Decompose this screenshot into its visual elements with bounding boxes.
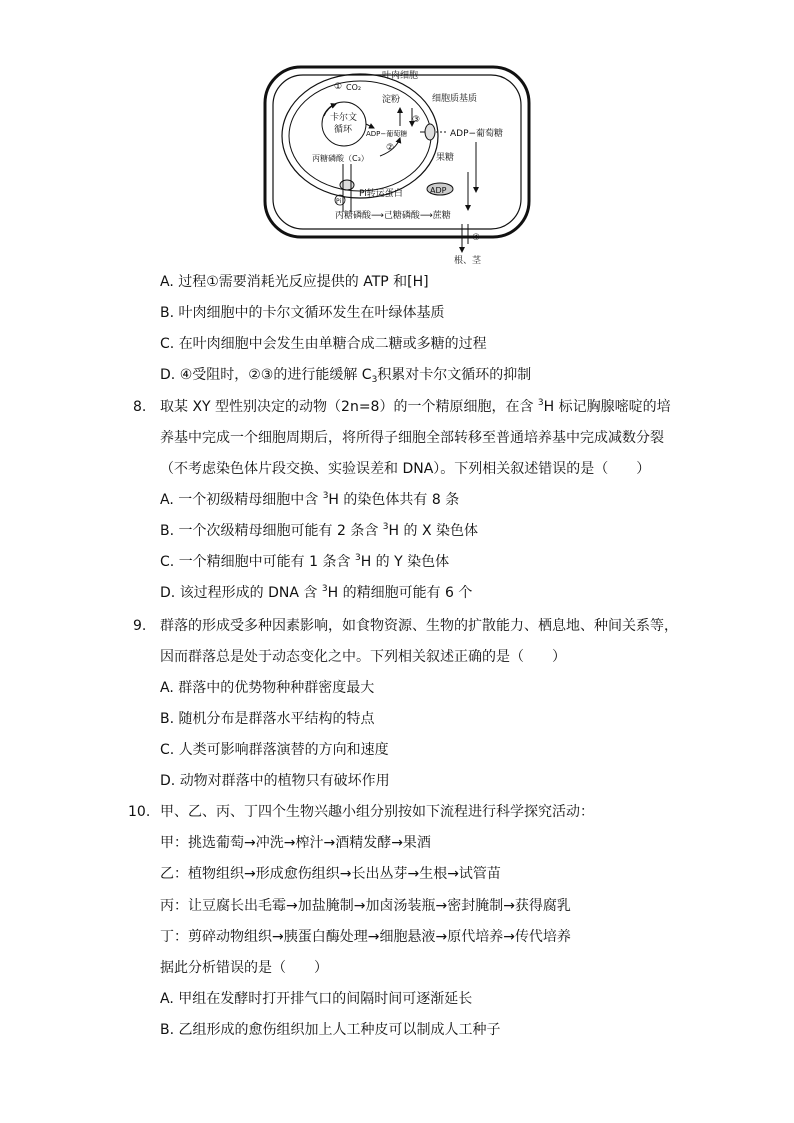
q10-ding: 丁：剪碎动物组织→胰蛋白酶处理→细胞悬液→原代培养→传代培养 xyxy=(160,929,571,945)
label-c3: 丙糖磷酸（C₃） xyxy=(312,154,369,163)
option-text: 一个次级精母细胞可能有 2 条含 xyxy=(178,523,383,539)
label-co2: CO₂ xyxy=(346,83,362,92)
q8-option-b xyxy=(160,522,478,540)
q10-option-b xyxy=(160,1021,501,1039)
superscript: 3 xyxy=(322,491,329,501)
label-circ3: ③ xyxy=(412,115,421,125)
chloroplast-outer xyxy=(282,74,438,198)
option-text-tail: H 的精细胞可能有 6 个 xyxy=(327,585,473,601)
q9-stem-line-2: 因而群落总是处于动态变化之中。下列相关叙述正确的是（ ） xyxy=(160,649,566,665)
q10-stem-line-1: 甲、乙、丙、丁四个生物兴趣小组分别按如下流程进行科学探究活动： xyxy=(160,804,594,820)
option-text: 该过程形成的 DNA 含 xyxy=(179,585,322,601)
option-letter: C. xyxy=(160,336,175,352)
option-text: 一个精细胞中可能有 1 条含 xyxy=(178,554,355,570)
option-letter: D. xyxy=(160,585,176,601)
option-text: 在叶肉细胞中会发生由单糖合成二糖或多糖的过程 xyxy=(178,336,487,352)
option-text: 人类可影响群落演替的方向和速度 xyxy=(178,742,389,758)
label-adp-glucose-inner: ADP−葡萄糖 xyxy=(366,130,408,138)
stem-text: H 标记胸腺嘧啶的培 xyxy=(543,399,671,415)
option-text: 乙组形成的愈伤组织加上人工种皮可以制成人工种子 xyxy=(178,1022,501,1038)
superscript: 3 xyxy=(382,522,389,532)
option-letter: B. xyxy=(160,305,175,321)
option-letter: B. xyxy=(160,523,175,539)
q9-option-b xyxy=(160,710,375,728)
label-pi-transporter: Pi转运蛋白 xyxy=(359,189,403,199)
option-text: ④受阻时，②③的进行能缓解 C xyxy=(179,367,372,383)
diagram-svg xyxy=(262,64,532,270)
label-ye-rou-xi-bao: 叶肉细胞 xyxy=(382,71,419,81)
option-letter: B. xyxy=(160,711,175,727)
label-kaerwen-2: 循环 xyxy=(334,125,353,135)
option-letter: A. xyxy=(160,492,174,508)
option-text: 随机分布是群落水平结构的特点 xyxy=(178,711,375,727)
option-letter: B. xyxy=(160,1022,175,1038)
subscript: 3 xyxy=(371,375,378,385)
label-xi-bao-zhi-ji-zhi: 细胞质基质 xyxy=(432,94,478,104)
q7-option-d xyxy=(160,366,531,384)
superscript: 3 xyxy=(537,398,544,408)
q8-option-d xyxy=(160,584,472,602)
q10-question: 据此分析错误的是（ ） xyxy=(160,960,328,976)
label-adp-glucose-outer: ADP−葡萄糖 xyxy=(450,129,504,139)
stem-text: 取某 XY 型性别决定的动物（2n=8）的一个精原细胞，在含 xyxy=(160,399,538,415)
q9-option-a xyxy=(160,679,374,697)
q7-option-a xyxy=(160,273,429,291)
q10-number: 10. xyxy=(128,804,151,820)
mesophyll-cell-diagram xyxy=(262,64,532,270)
q8-option-a xyxy=(160,491,459,509)
label-pi: Pi xyxy=(336,198,342,205)
q10-bing: 丙：让豆腐长出毛霉→加盐腌制→加卤汤装瓶→密封腌制→获得腐乳 xyxy=(160,898,571,914)
q9-option-d xyxy=(160,772,390,790)
option-text: 甲组在发酵时打开排气口的间隔时间可逐渐延长 xyxy=(178,991,473,1007)
option-letter: D. xyxy=(160,773,176,789)
option-letter: C. xyxy=(160,742,175,758)
option-text: 叶肉细胞中的卡尔文循环发生在叶绿体基质 xyxy=(178,305,445,321)
option-letter: A. xyxy=(160,274,174,290)
label-kaerwen-1: 卡尔文 xyxy=(330,113,358,123)
label-gen-jing: 根、茎 xyxy=(454,256,482,266)
adp-glucose-transporter xyxy=(425,124,435,140)
q8-stem-line-2: 养基中完成一个细胞周期后，将所得子细胞全部转移至普通培养基中完成减数分裂 xyxy=(160,430,664,446)
option-text: 动物对群落中的植物只有破坏作用 xyxy=(179,773,390,789)
label-dian-fen: 淀粉 xyxy=(382,95,401,105)
q9-option-c xyxy=(160,741,389,759)
q7-option-c xyxy=(160,335,487,353)
superscript: 3 xyxy=(321,584,328,594)
option-letter: A. xyxy=(160,680,174,696)
option-text: 过程①需要消耗光反应提供的 ATP 和[H] xyxy=(178,274,429,290)
label-guo-tang: 果糖 xyxy=(436,153,455,163)
q10-option-a xyxy=(160,990,472,1008)
option-text-tail: H 的染色体共有 8 条 xyxy=(328,492,460,508)
label-circ2: ② xyxy=(386,143,395,153)
option-text: 群落中的优势物种种群密度最大 xyxy=(178,680,375,696)
option-letter: C. xyxy=(160,554,175,570)
q7-option-b xyxy=(160,304,445,322)
q9-number: 9. xyxy=(133,618,147,634)
label-circ4: ④ xyxy=(472,233,481,243)
option-text-tail: H 的 X 染色体 xyxy=(388,523,478,539)
q8-stem-line-1 xyxy=(160,398,671,416)
label-adp: ADP xyxy=(430,186,447,195)
option-text-tail: 积累对卡尔文循环的抑制 xyxy=(377,367,532,383)
option-text-tail: H 的 Y 染色体 xyxy=(360,554,450,570)
option-letter: D. xyxy=(160,367,176,383)
option-letter: A. xyxy=(160,991,174,1007)
q10-yi: 乙：植物组织→形成愈伤组织→长出丛芽→生根→试管苗 xyxy=(160,866,501,882)
q8-number: 8. xyxy=(133,399,147,415)
option-text: 一个初级精母细胞中含 xyxy=(178,492,323,508)
label-bottom-chain: 丙糖磷酸⟶己糖磷酸⟶蔗糖 xyxy=(335,211,451,221)
q9-stem-line-1: 群落的形成受多种因素影响，如食物资源、生物的扩散能力、栖息地、种间关系等， xyxy=(160,618,678,634)
q8-option-c xyxy=(160,553,449,571)
q8-stem-line-3: （不考虑染色体片段交换、实验误差和 DNA）。下列相关叙述错误的是（ ） xyxy=(160,461,651,477)
label-circ1: ① xyxy=(334,82,343,92)
superscript: 3 xyxy=(354,553,361,563)
chloroplast-inner xyxy=(289,81,431,191)
pi-transporter xyxy=(340,180,354,190)
q10-jia: 甲：挑选葡萄→冲洗→榨汁→酒精发酵→果酒 xyxy=(160,835,431,851)
